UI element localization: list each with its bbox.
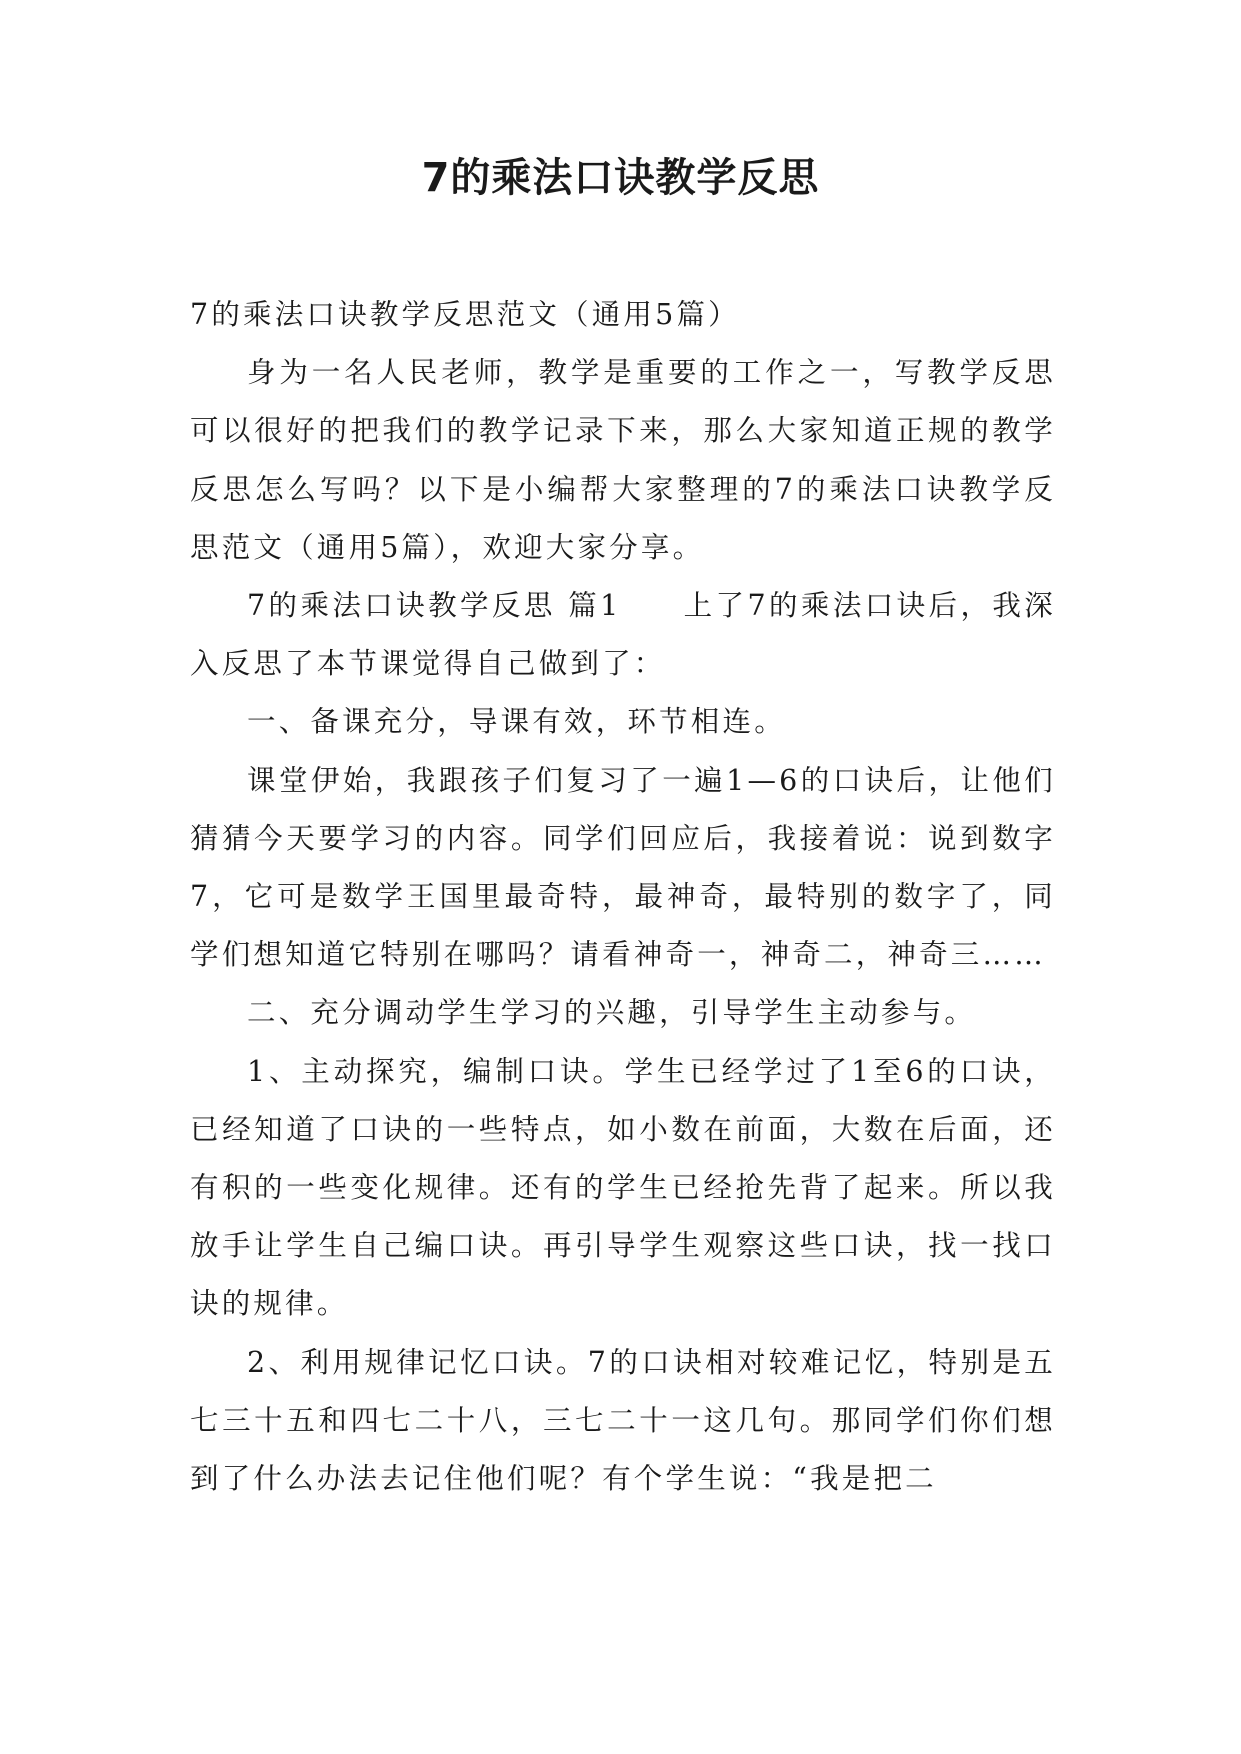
document-body (190, 286, 1056, 1508)
subpoint-two-paragraph: 2、利用规律记忆口诀。7的口诀相对较难记忆，特别是五七三十五和四七二十八，三七二十一这几句。那同学们你们想到了什么办法去记住他们呢？有个学生说：“我是把二 (190, 1345, 1056, 1496)
document-title: 7的乘法口诀教学反思 (421, 155, 820, 201)
section-paragraph (190, 577, 1056, 693)
document-subtitle: 7的乘法口诀教学反思范文（通用5篇） (190, 298, 740, 331)
intro-paragraph: 身为一名人民老师，教学是重要的工作之一，写教学反思可以很好的把我们的教学记录下来，那么大家知道正规的教学反思怎么写吗？以下是小编帮大家整理的7的乘法口诀教学反思范文（通用5篇），欢迎大家分享。 (190, 356, 1056, 564)
section-heading: 7的乘法口诀教学反思 篇1 (247, 589, 622, 623)
point-one-heading: 一、备课充分，导课有效，环节相连。 (247, 705, 786, 739)
point-one-paragraph: 课堂伊始，我跟孩子们复习了一遍1—6的口诀后，让他们猜猜今天要学习的内容。同学们回应后，我接着说：说到数字7，它可是数学王国里最奇特，最神奇，最特别的数字了，同学们想知道它特别在哪吗？请看神奇一，神奇二，神奇三…… (190, 763, 1056, 972)
point-two-heading: 二、充分调动学生学习的兴趣，引导学生主动参与。 (247, 996, 977, 1030)
section-first-text: 上了7的乘法口诀后，我深入反思了本节课觉得自己做到了： (190, 589, 1056, 681)
subpoint-one-paragraph: 1、主动探究，编制口诀。学生已经学过了1至6的口诀，已经知道了口诀的一些特点，如小数在前面，大数在后面，还有积的一些变化规律。还有的学生已经抢先背了起来。所以我放手让学生自己编口诀。再引导学生观察这些口诀，找一找口诀的规律。 (190, 1054, 1056, 1321)
